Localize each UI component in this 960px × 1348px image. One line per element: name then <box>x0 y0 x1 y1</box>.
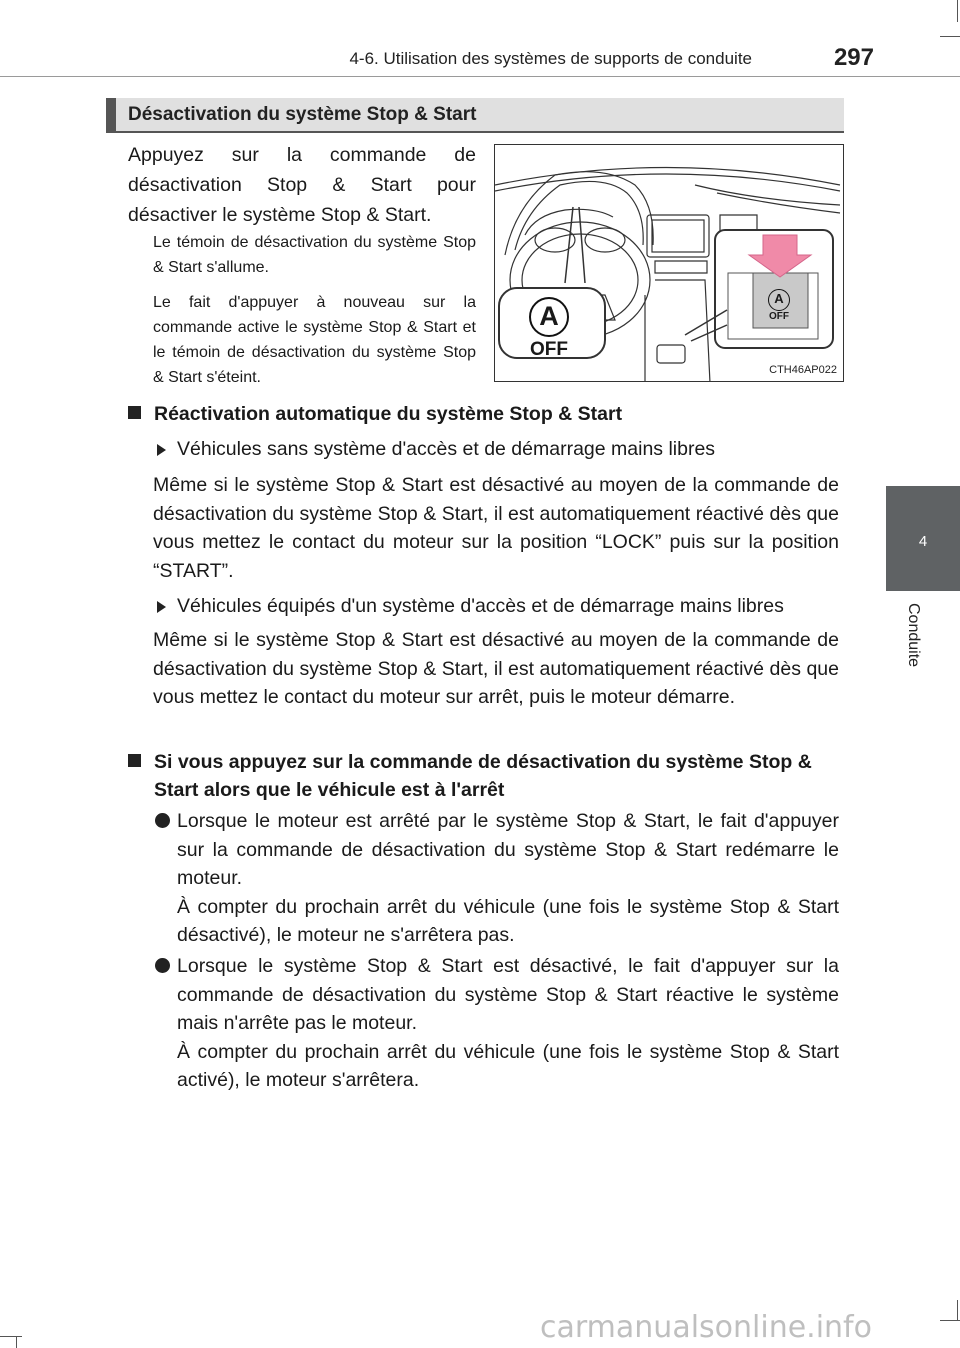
button-off-label: OFF <box>530 339 568 360</box>
vehicle-type-label-text: Véhicules équipés d'un système d'accès et de démarrage mains libres <box>177 595 784 617</box>
reactivation-paragraph: Même si le système Stop & Start est désactivé au moyen de la commande de désactivation du système Stop & Start, il est automatiquement réactivé dès que vous mettez le contact du moteur sur la position “LOCK” puis sur la position “START”. <box>153 474 839 582</box>
reactivation-heading-text: Réactivation automatique du système Stop & Start <box>154 403 623 425</box>
reactivation-paragraph: Même si le système Stop & Start est désactivé au moyen de la commande de désactivation du système Stop & Start, il est automatiquement réactivé dès que vous mettez le contact du moteur sur arrêt, puis le moteur démarre. <box>153 629 839 708</box>
off-button-callout <box>519 297 579 361</box>
vehicle-type-label <box>153 592 843 620</box>
page-number: 297 <box>833 44 874 71</box>
bullet-extra-text: À compter du prochain arrêt du véhicule (une fois le système Stop & Start désactivé), le moteur ne s'arrêtera pas. <box>177 895 839 946</box>
bullet-text: Lorsque le moteur est arrêté par le système Stop & Start, le fait d'appuyer sur la commande de désactivation du système Stop & Start redémarre le moteur. <box>177 810 839 889</box>
stop-start-off-icon-small <box>768 289 790 311</box>
bullet-text: Lorsque le système Stop & Start est désactivé, le fait d'appuyer sur la commande de désactivation du système Stop & Start réactive le système mais n'arrête pas le moteur. <box>177 955 839 1034</box>
button-off-label-small: OFF <box>769 311 789 322</box>
vehicle-type-label-text: Véhicules sans système d'accès et de démarrage mains libres <box>177 438 716 460</box>
button-letter-small: A <box>774 291 784 306</box>
note-paragraph: Le fait d'appuyer à nouveau sur la commande active le système Stop & Start et le témoin de désactivation du système Stop & Start s'éteint. <box>153 294 476 386</box>
list-item <box>153 952 839 1095</box>
intro-paragraph: Appuyez sur la commande de désactivation Stop & Start pour désactiver le système Stop & Start. <box>128 144 476 226</box>
header-rule <box>0 76 960 77</box>
chapter-tab <box>886 486 960 591</box>
round-bullet-icon <box>155 958 170 973</box>
reactivation-heading <box>128 400 840 428</box>
square-bullet-icon <box>128 754 141 767</box>
dashboard-illustration <box>494 144 844 382</box>
off-button-small <box>761 289 797 322</box>
page-header <box>0 46 960 76</box>
section-title-bar <box>106 98 844 133</box>
stopped-heading <box>128 748 840 804</box>
note-paragraph: Le témoin de désactivation du système Stop & Start s'allume. <box>153 234 476 276</box>
bullet-extra-text: À compter du prochain arrêt du véhicule (une fois le système Stop & Start activé), le moteur s'arrêtera. <box>177 1040 839 1091</box>
section-title: Désactivation du système Stop & Start <box>128 104 477 125</box>
section-title-accent <box>106 98 116 131</box>
crop-mark <box>0 1336 22 1337</box>
crop-mark <box>940 36 960 37</box>
stop-start-off-icon <box>529 297 569 337</box>
stopped-heading-text: Si vous appuyez sur la commande de désactivation du système Stop & Start alors que le véhicule est à l'arrêt <box>154 751 812 801</box>
crop-mark <box>957 0 958 22</box>
round-bullet-icon <box>155 813 170 828</box>
chapter-number: 4 <box>918 533 928 550</box>
crop-mark <box>957 1300 958 1320</box>
list-item <box>153 807 839 950</box>
crop-mark <box>16 1336 17 1348</box>
square-bullet-icon <box>128 406 141 419</box>
vehicle-type-label <box>153 435 843 463</box>
watermark[interactable]: carmanualsonline.info <box>540 1310 872 1345</box>
button-letter: A <box>539 301 559 331</box>
chapter-label: Conduite <box>905 603 922 668</box>
figure-code: CTH46AP022 <box>769 364 837 376</box>
triangle-bullet-icon <box>157 601 166 613</box>
crop-mark <box>940 1320 960 1321</box>
header-section-title: 4-6. Utilisation des systèmes de supports de conduite <box>349 49 752 68</box>
triangle-bullet-icon <box>157 444 166 456</box>
